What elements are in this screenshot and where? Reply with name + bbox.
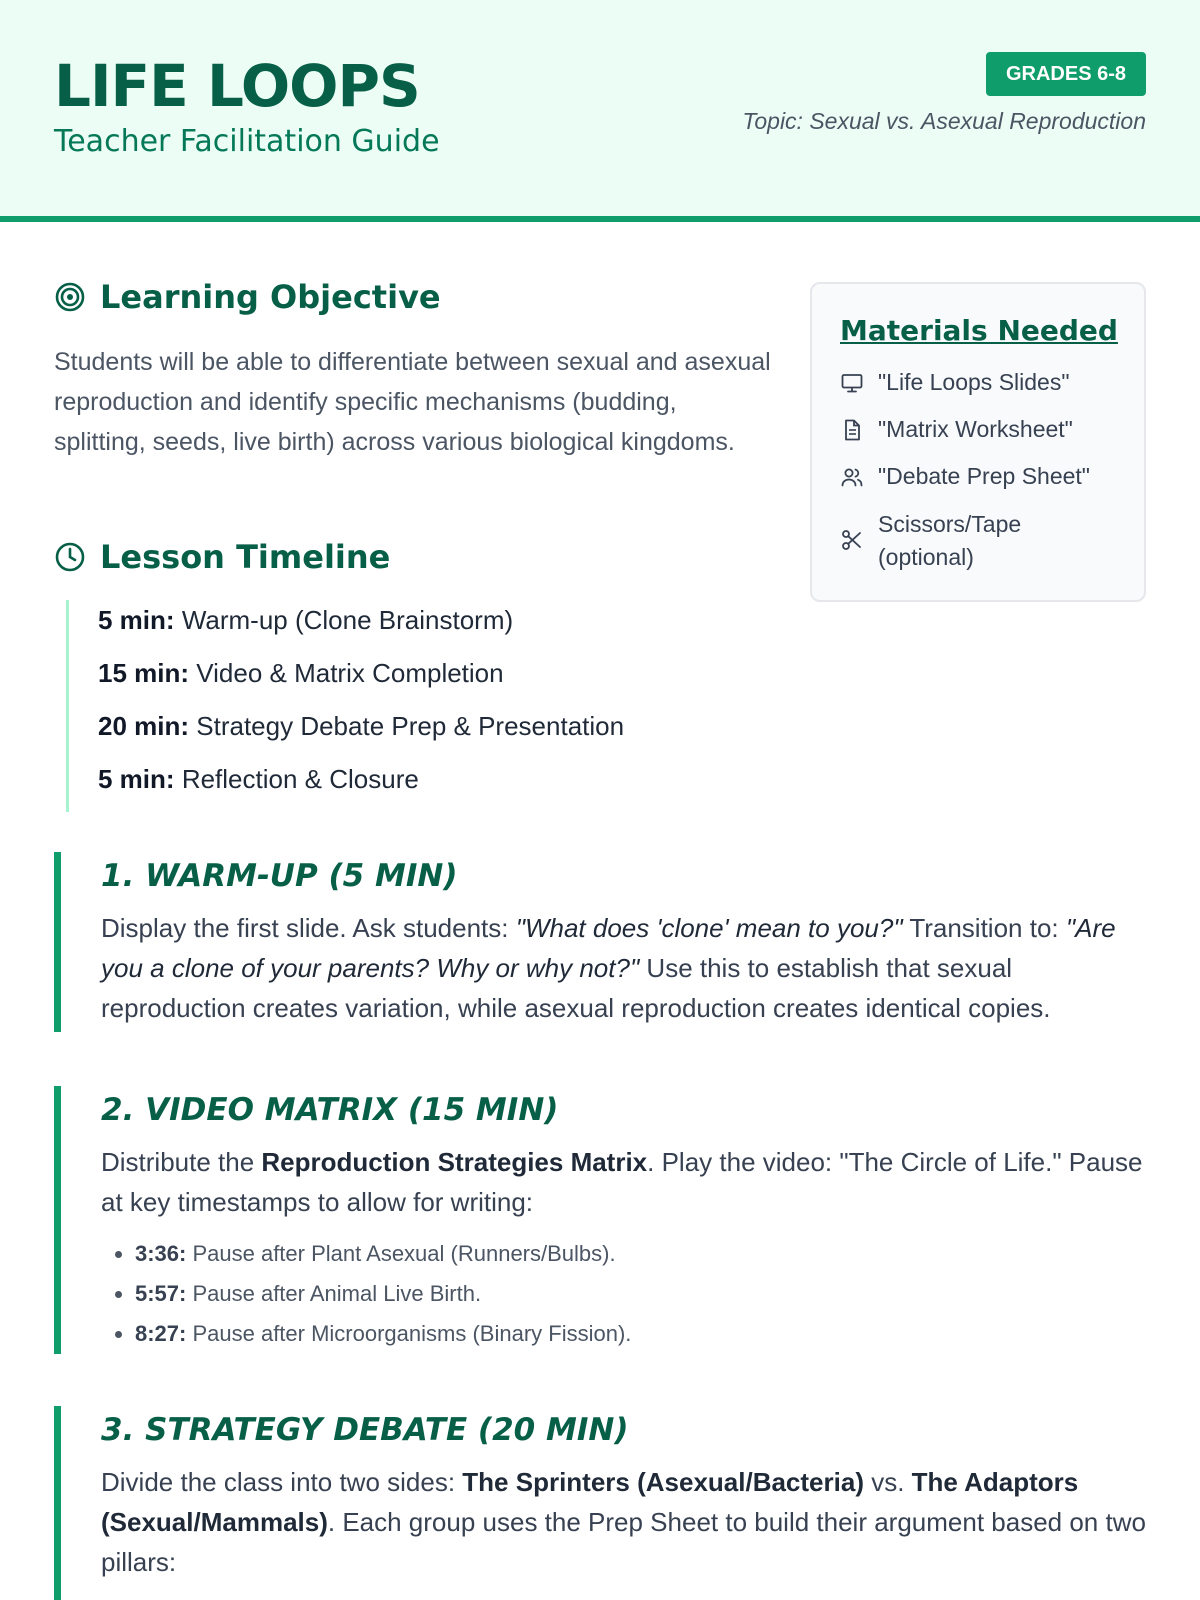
- timestamp-note: Pause after Plant Asexual (Runners/Bulbs).: [186, 1241, 616, 1266]
- timeline-duration: 20 min:: [98, 711, 190, 741]
- material-item: [840, 508, 1021, 574]
- warmup-question-1: "What does 'clone' mean to you?": [515, 913, 903, 943]
- warmup-text-part: Use this to establish that sexual reproduction creates variation, while asexual reproduction creates identical copies.: [101, 953, 1051, 1023]
- objective-text: Students will be able to differentiate between sexual and asexual reproduction and identify specific mechanisms (budding, splitting, seeds, live birth) across various biological kingdoms.: [54, 348, 771, 456]
- users-icon: [840, 465, 864, 489]
- objective-heading-text: Learning Objective: [100, 278, 441, 316]
- materials-heading: Materials Needed: [840, 314, 1118, 347]
- timeline-item: [98, 653, 748, 706]
- video-title: 2. VIDEO MATRIX (15 MIN): [101, 1092, 559, 1128]
- timeline-item: [98, 759, 748, 812]
- team-adaptors: The Adaptors (Sexual/Mammals): [101, 1467, 1079, 1537]
- clock-icon: [54, 541, 86, 573]
- scissors-icon: [840, 528, 864, 552]
- timeline-activity: Video & Matrix Completion: [196, 658, 504, 688]
- debate-section: [54, 1406, 1148, 1600]
- page-title: LIFE LOOPS: [54, 52, 420, 120]
- material-item: [840, 366, 1070, 399]
- debate-text-part: Divide the class into two sides:: [101, 1467, 463, 1497]
- material-label: [878, 508, 1021, 574]
- topic-label: Topic: Sexual vs. Asexual Reproduction: [742, 108, 1146, 134]
- material-label: "Life Loops Slides": [878, 369, 1070, 395]
- timeline-heading: [54, 538, 390, 576]
- list-item: [135, 1274, 1148, 1314]
- materials-panel: [810, 282, 1146, 602]
- timeline-duration: 5 min:: [98, 764, 175, 794]
- monitor-icon: [840, 371, 864, 395]
- timeline-heading-text: Lesson Timeline: [100, 538, 391, 576]
- timestamp: 3:36:: [135, 1241, 187, 1266]
- timeline-activity: Reflection & Closure: [181, 764, 419, 794]
- matrix-name: Reproduction Strategies Matrix: [261, 1147, 648, 1177]
- timestamp: 8:27:: [135, 1321, 187, 1346]
- video-text-part: Distribute the: [101, 1147, 262, 1177]
- timeline-duration: 15 min:: [98, 658, 190, 688]
- lesson-timeline: [66, 600, 748, 812]
- material-label-line1: Scissors/Tape: [878, 511, 1022, 537]
- material-item: [840, 460, 1090, 493]
- video-section: [54, 1086, 1148, 1354]
- timestamp-list: [101, 1234, 1148, 1354]
- document-icon: [840, 418, 864, 442]
- list-item: [135, 1234, 1148, 1274]
- debate-title: 3. STRATEGY DEBATE (20 MIN): [101, 1412, 629, 1448]
- timeline-item: [98, 600, 748, 653]
- timestamp-note: Pause after Microorganisms (Binary Fission).: [186, 1321, 632, 1346]
- material-item: [840, 413, 1073, 446]
- video-text: [101, 1142, 1148, 1222]
- debate-text-part: . Each group uses the Prep Sheet to build their argument based on two pillars:: [101, 1507, 1146, 1577]
- video-text-part: . Play the video: "The Circle of Life." Pause at key timestamps to allow for writing:: [101, 1147, 1143, 1217]
- timestamp-note: Pause after Animal Live Birth.: [186, 1281, 482, 1306]
- page-header: [0, 0, 1200, 222]
- warmup-title: 1. WARM-UP (5 MIN): [101, 858, 458, 894]
- timeline-duration: 5 min:: [98, 605, 175, 635]
- warmup-section: [54, 852, 1148, 1032]
- page-subtitle: Teacher Facilitation Guide: [54, 124, 440, 159]
- warmup-text-part: Transition to:: [902, 913, 1066, 943]
- timeline-activity: Strategy Debate Prep & Presentation: [196, 711, 625, 741]
- debate-text-part: vs.: [863, 1467, 912, 1497]
- warmup-text-part: Display the first slide. Ask students:: [101, 913, 516, 943]
- timeline-item: [98, 706, 748, 759]
- target-icon: [54, 281, 86, 313]
- timestamp: 5:57:: [135, 1281, 187, 1306]
- material-label: "Matrix Worksheet": [878, 416, 1073, 442]
- team-sprinters: The Sprinters (Asexual/Bacteria): [462, 1467, 864, 1497]
- timeline-activity: Warm-up (Clone Brainstorm): [181, 605, 514, 635]
- material-label-line2: (optional): [878, 544, 974, 570]
- grade-badge: GRADES 6-8: [986, 52, 1146, 96]
- warmup-question-2: "Are you a clone of your parents? Why or why not?": [101, 913, 1116, 983]
- material-label: "Debate Prep Sheet": [878, 463, 1090, 489]
- list-item: [135, 1314, 1148, 1354]
- debate-text: [101, 1462, 1148, 1582]
- warmup-text: [101, 908, 1148, 1028]
- objective-heading: [54, 278, 441, 316]
